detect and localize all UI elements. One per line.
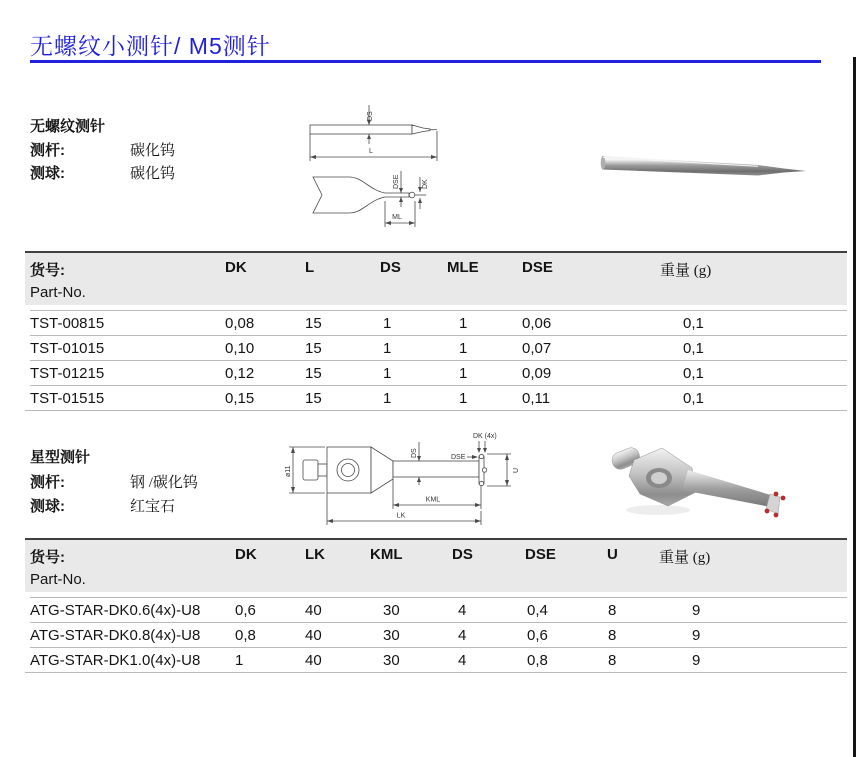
shaft-value-2: 钢 /碳化钨 <box>130 475 198 491</box>
cell-value: 1 <box>383 364 392 382</box>
part-no-header-cn: 货号: <box>30 262 65 279</box>
shaft-outline <box>393 461 479 477</box>
dk4x-label: DK (4x) <box>473 433 497 440</box>
star-stylus-technical-drawing <box>281 428 521 534</box>
cell-value: 15 <box>305 339 322 357</box>
cell-value: 0,4 <box>527 601 548 619</box>
cell-value: 4 <box>458 626 467 644</box>
cell-value: 0,1 <box>683 389 704 407</box>
table-header <box>25 538 847 592</box>
table-row <box>30 385 847 410</box>
dse-label-2: DSE <box>451 454 466 461</box>
knob-outline <box>303 460 318 480</box>
kml-label: KML <box>425 496 441 504</box>
part-no-header-en: Part-No. <box>30 284 86 301</box>
part-number: TST-00815 <box>30 314 105 332</box>
cell-value: 30 <box>383 651 400 669</box>
lk-label: LK <box>396 512 406 520</box>
d11-label: ø11 <box>285 465 292 477</box>
column-header: DK <box>225 259 247 276</box>
star-stylus-table <box>25 538 847 673</box>
shaft-label-2: 测杆: <box>30 474 65 491</box>
cell-value: 30 <box>383 626 400 644</box>
part-number: TST-01215 <box>30 364 105 382</box>
cell-value: 0,10 <box>225 339 255 357</box>
l-label: L <box>369 148 373 155</box>
table-body <box>25 310 847 411</box>
cell-value: 15 <box>305 389 322 407</box>
column-header: DK <box>235 546 257 563</box>
page-title: 无螺纹小测针/ M5测针 <box>30 33 271 59</box>
star-stylus-photo <box>596 434 816 534</box>
part-no-header <box>30 259 225 301</box>
dse-label: DSE <box>393 174 400 189</box>
cell-value: 15 <box>305 314 322 332</box>
ball-value: 碳化钨 <box>130 166 176 182</box>
ds-label-2: DS <box>411 448 418 458</box>
table-row <box>30 310 847 335</box>
ruby-ball <box>774 513 779 518</box>
ruby-ball <box>781 496 786 501</box>
cell-value: 8 <box>608 626 617 644</box>
ml-label: ML <box>392 214 402 221</box>
table-row <box>30 597 847 622</box>
shaft-label: 测杆: <box>30 142 65 159</box>
part-number: TST-01015 <box>30 339 105 357</box>
table-row <box>30 335 847 360</box>
part-no-header <box>30 546 235 588</box>
cell-value: 0,6 <box>235 601 256 619</box>
photo-shadow <box>626 505 690 515</box>
cell-value: 9 <box>692 626 701 644</box>
part-no-header-cn: 货号: <box>30 549 65 566</box>
rod-tip <box>412 125 430 134</box>
part-number: ATG-STAR-DK1.0(4x)-U8 <box>30 651 201 669</box>
tip-ball <box>409 192 415 198</box>
cell-value: 0,06 <box>522 314 552 332</box>
table-row <box>30 622 847 647</box>
ds-label: DS <box>367 111 374 121</box>
section2-heading: 星型测针 <box>30 449 91 466</box>
column-header: U <box>607 546 618 563</box>
table-row <box>30 360 847 385</box>
cell-value: 0,08 <box>225 314 255 332</box>
part-number: ATG-STAR-DK0.6(4x)-U8 <box>30 601 201 619</box>
table-row <box>30 647 847 672</box>
cell-value: 1 <box>459 389 468 407</box>
ball-label-2: 测球: <box>30 498 65 515</box>
cell-value: 40 <box>305 651 322 669</box>
ruby-ball <box>774 492 779 497</box>
column-header: DS <box>452 546 473 563</box>
ruby-ball <box>765 509 770 514</box>
stylus-technical-drawing <box>293 97 463 239</box>
cell-value: 40 <box>305 626 322 644</box>
cell-value: 1 <box>235 651 244 669</box>
cell-value: 0,12 <box>225 364 255 382</box>
cell-value: 1 <box>459 314 468 332</box>
title-divider <box>30 60 821 63</box>
shaft-photo <box>682 470 776 508</box>
cell-value: 30 <box>383 601 400 619</box>
column-header: LK <box>305 546 325 563</box>
ball-value-2: 红宝石 <box>130 499 176 515</box>
column-header: L <box>305 259 315 276</box>
cell-value: 4 <box>458 601 467 619</box>
column-header: 重量 (g) <box>660 263 712 279</box>
cell-value: 1 <box>383 389 392 407</box>
section1-heading: 无螺纹测针 <box>30 118 106 135</box>
cell-value: 0,8 <box>235 626 256 644</box>
cell-value: 0,11 <box>522 389 551 407</box>
cell-value: 0,1 <box>683 339 704 357</box>
cell-value: 0,09 <box>522 364 552 382</box>
table-header <box>25 251 847 305</box>
shaft-value: 碳化钨 <box>130 143 176 159</box>
cell-value: 0,8 <box>527 651 548 669</box>
cell-value: 9 <box>692 651 701 669</box>
cell-value: 1 <box>383 339 392 357</box>
part-no-header-en: Part-No. <box>30 571 86 588</box>
cell-value: 8 <box>608 651 617 669</box>
column-header: DS <box>380 259 401 276</box>
part-number: ATG-STAR-DK0.8(4x)-U8 <box>30 626 201 644</box>
rod-outline <box>310 125 412 134</box>
cell-value: 0,1 <box>683 364 704 382</box>
cell-value: 40 <box>305 601 322 619</box>
cell-value: 8 <box>608 601 617 619</box>
part-number: TST-01515 <box>30 389 105 407</box>
cell-value: 0,15 <box>225 389 255 407</box>
ball-label: 测球: <box>30 165 65 182</box>
u-label: U <box>513 467 520 473</box>
cell-value: 0,07 <box>522 339 552 357</box>
cell-value: 1 <box>459 364 468 382</box>
cell-value: 1 <box>459 339 468 357</box>
cell-value: 4 <box>458 651 467 669</box>
column-header: DSE <box>522 259 553 276</box>
cell-value: 15 <box>305 364 322 382</box>
table-body <box>25 597 847 673</box>
cell-value: 0,1 <box>683 314 704 332</box>
stylus-photo <box>598 138 810 196</box>
cell-value: 9 <box>692 601 701 619</box>
cell-value: 1 <box>383 314 392 332</box>
threadless-stylus-table <box>25 251 847 411</box>
column-header: 重量 (g) <box>659 550 711 566</box>
dk-label: DK <box>422 179 429 189</box>
column-header: DSE <box>525 546 556 563</box>
column-header: KML <box>370 546 403 563</box>
cell-value: 0,6 <box>527 626 548 644</box>
column-header: MLE <box>447 259 479 276</box>
